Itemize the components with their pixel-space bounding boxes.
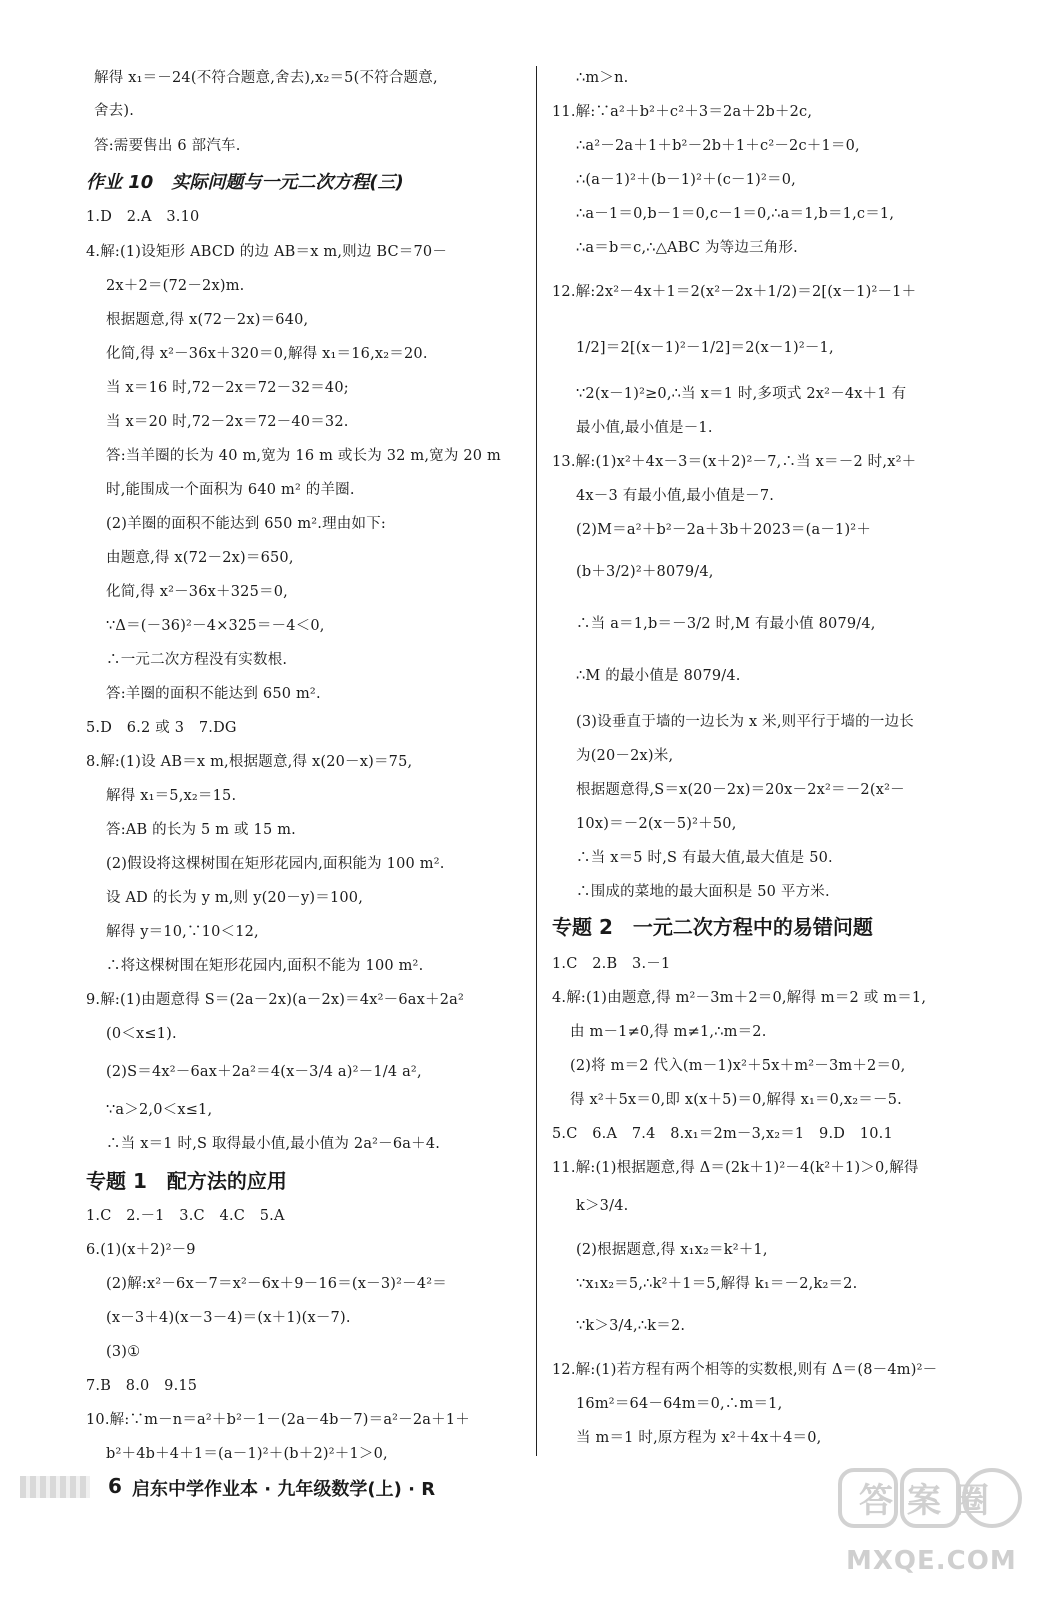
right-text-line: ∵x₁x₂＝5,∴k²＋1＝5,解得 k₁＝－2,k₂＝2. — [576, 1276, 858, 1292]
right-text-line: k＞3/4. — [576, 1198, 629, 1214]
left-text-line: ∴当 x＝1 时,S 取得最小值,最小值为 2a²－6a＋4. — [106, 1136, 441, 1152]
right-text-line: 1.C 2.B 3.－1 — [552, 956, 671, 972]
page-footer — [20, 1474, 540, 1504]
left-text-line: (2)羊圈的面积不能达到 650 m².理由如下: — [106, 516, 386, 532]
left-text-line: 根据题意,得 x(72－2x)＝640, — [106, 312, 309, 328]
left-text-line: b²＋4b＋4＋1＝(a－1)²＋(b＋2)²＋1＞0, — [106, 1446, 388, 1462]
watermark-url: MXQE.COM — [846, 1546, 1017, 1576]
right-section-heading: 专题 2 一元二次方程中的易错问题 — [552, 915, 873, 939]
left-text-line: (0＜x≤1). — [106, 1026, 177, 1042]
right-text-line: 最小值,最小值是－1. — [576, 420, 713, 436]
right-text-line: 4.解:(1)由题意,得 m²－3m＋2＝0,解得 m＝2 或 m＝1, — [552, 990, 927, 1006]
left-text-line: (2)S＝4x²－6ax＋2a²＝4(x－3/4 a)²－1/4 a², — [106, 1064, 422, 1080]
left-text-line: 10.解:∵m－n＝a²＋b²－1－(2a－4b－7)＝a²－2a＋1＋ — [86, 1412, 470, 1428]
right-text-line: 4x－3 有最小值,最小值是－7. — [576, 488, 775, 504]
right-text-line: ∴m＞n. — [576, 70, 629, 86]
left-text-line: 时,能围成一个面积为 640 m² 的羊圈. — [106, 482, 355, 498]
left-text-line: 2x＋2＝(72－2x)m. — [106, 278, 245, 294]
right-text-line: 10x)＝－2(x－5)²＋50, — [576, 816, 737, 832]
left-section-heading: 专题 1 配方法的应用 — [86, 1169, 287, 1193]
right-text-line: (3)设垂直于墙的一边长为 x 米,则平行于墙的一边长 — [576, 714, 914, 730]
left-text-line: 解得 x₁＝－24(不符合题意,舍去),x₂＝5(不符合题意, — [94, 70, 438, 86]
left-text-line: 解得 x₁＝5,x₂＝15. — [106, 788, 237, 804]
right-text-line: 13.解:(1)x²＋4x－3＝(x＋2)²－7,∴当 x＝－2 时,x²＋ — [552, 454, 917, 470]
left-text-line: 答:需要售出 6 部汽车. — [94, 138, 241, 154]
watermark-seal — [836, 1462, 1026, 1542]
right-text-line: (2)将 m＝2 代入(m－1)x²＋5x＋m²－3m＋2＝0, — [570, 1058, 906, 1074]
right-text-line: 16m²＝64－64m＝0,∴m＝1, — [576, 1396, 783, 1412]
left-text-line: 9.解:(1)由题意得 S＝(2a－2x)(a－2x)＝4x²－6ax＋2a² — [86, 992, 464, 1008]
right-text-line: 11.解:∵a²＋b²＋c²＋3＝2a＋2b＋2c, — [552, 104, 813, 120]
left-text-line: 由题意,得 x(72－2x)＝650, — [106, 550, 294, 566]
book-title: 启东中学作业本 · 九年级数学(上) · R — [132, 1479, 436, 1500]
right-text-line: 当 m＝1 时,原方程为 x²＋4x＋4＝0, — [576, 1430, 822, 1446]
right-text-line: ∵2(x－1)²≥0,∴当 x＝1 时,多项式 2x²－4x＋1 有 — [576, 386, 907, 402]
left-text-line: 1.C 2.－1 3.C 4.C 5.A — [86, 1208, 285, 1224]
right-text-line: 1/2]＝2[(x－1)²－1/2]＝2(x－1)²－1, — [576, 340, 834, 356]
left-text-line: (3)① — [106, 1344, 141, 1360]
left-text-line: (2)解:x²－6x－7＝x²－6x＋9－16＝(x－3)²－4²＝ — [106, 1276, 447, 1292]
left-text-line: ∴一元二次方程没有实数根. — [106, 652, 288, 668]
left-text-line: ∴将这棵树围在矩形花园内,面积不能为 100 m². — [106, 958, 424, 974]
right-text-line: (b＋3/2)²＋8079/4, — [576, 564, 714, 580]
right-text-line: ∴a＝b＝c,∴△ABC 为等边三角形. — [576, 240, 798, 256]
svg-text:答案圈: 答案圈 — [859, 1481, 1003, 1521]
left-section-heading: 作业 10 实际问题与一元二次方程(三) — [86, 172, 404, 193]
left-text-line: 化简,得 x²－36x＋320＝0,解得 x₁＝16,x₂＝20. — [106, 346, 428, 362]
right-text-line: ∴a－1＝0,b－1＝0,c－1＝0,∴a＝1,b＝1,c＝1, — [576, 206, 895, 222]
left-text-line: 5.D 6.2 或 3 7.DG — [86, 720, 237, 736]
footer-decoration — [20, 1476, 90, 1498]
right-text-line: 由 m－1≠0,得 m≠1,∴m＝2. — [570, 1024, 767, 1040]
left-text-line: 答:AB 的长为 5 m 或 15 m. — [106, 822, 296, 838]
left-text-line: 设 AD 的长为 y m,则 y(20－y)＝100, — [106, 890, 364, 906]
right-text-line: ∵k＞3/4,∴k＝2. — [576, 1318, 686, 1334]
right-text-line: 根据题意得,S＝x(20－2x)＝20x－2x²＝－2(x²－ — [576, 782, 905, 798]
right-text-line: 5.C 6.A 7.4 8.x₁＝2m－3,x₂＝1 9.D 10.1 — [552, 1126, 893, 1142]
left-text-line: 8.解:(1)设 AB＝x m,根据题意,得 x(20－x)＝75, — [86, 754, 413, 770]
right-text-line: 12.解:(1)若方程有两个相等的实数根,则有 Δ＝(8－4m)²－ — [552, 1362, 938, 1378]
left-text-line: (x－3＋4)(x－3－4)＝(x＋1)(x－7). — [106, 1310, 351, 1326]
left-text-line: 当 x＝16 时,72－2x＝72－32＝40; — [106, 380, 349, 396]
left-text-line: 答:当羊圈的长为 40 m,宽为 16 m 或长为 32 m,宽为 20 m — [106, 448, 501, 464]
left-text-line: 化简,得 x²－36x＋325＝0, — [106, 584, 288, 600]
left-text-line: 1.D 2.A 3.10 — [86, 209, 200, 225]
right-text-line: ∴当 x＝5 时,S 有最大值,最大值是 50. — [576, 850, 833, 866]
left-text-line: 7.B 8.0 9.15 — [86, 1378, 198, 1394]
left-text-line: ∵a＞2,0＜x≤1, — [106, 1102, 213, 1118]
right-text-line: 得 x²＋5x＝0,即 x(x＋5)＝0,解得 x₁＝0,x₂＝－5. — [570, 1092, 902, 1108]
right-text-line: ∴(a－1)²＋(b－1)²＋(c－1)²＝0, — [576, 172, 796, 188]
left-text-line: (2)假设将这棵树围在矩形花园内,面积能为 100 m². — [106, 856, 445, 872]
right-text-line: 为(20－2x)米, — [576, 748, 674, 764]
right-text-line: ∴M 的最小值是 8079/4. — [576, 668, 741, 684]
right-text-line: ∴围成的菜地的最大面积是 50 平方米. — [576, 884, 830, 900]
right-text-line: 12.解:2x²－4x＋1＝2(x²－2x＋1/2)＝2[(x－1)²－1＋ — [552, 284, 917, 300]
left-text-line: 当 x＝20 时,72－2x＝72－40＝32. — [106, 414, 349, 430]
right-text-line: 11.解:(1)根据题意,得 Δ＝(2k＋1)²－4(k²＋1)＞0,解得 — [552, 1160, 919, 1176]
left-text-line: 4.解:(1)设矩形 ABCD 的边 AB＝x m,则边 BC＝70－ — [86, 244, 448, 260]
left-text-line: 舍去). — [94, 103, 135, 119]
page-number: 6 — [108, 1474, 122, 1498]
right-text-line: (2)根据题意,得 x₁x₂＝k²＋1, — [576, 1242, 768, 1258]
right-text-line: ∴a²－2a＋1＋b²－2b＋1＋c²－2c＋1＝0, — [576, 138, 860, 154]
left-text-line: ∵Δ＝(－36)²－4×325＝－4＜0, — [106, 618, 325, 634]
right-text-line: ∴当 a＝1,b＝－3/2 时,M 有最小值 8079/4, — [576, 616, 876, 632]
left-text-line: 6.(1)(x＋2)²－9 — [86, 1242, 196, 1258]
right-text-line: (2)M＝a²＋b²－2a＋3b＋2023＝(a－1)²＋ — [576, 522, 872, 538]
left-text-line: 答:羊圈的面积不能达到 650 m². — [106, 686, 321, 702]
left-text-line: 解得 y＝10,∵10＜12, — [106, 924, 259, 940]
column-divider — [536, 66, 537, 1456]
